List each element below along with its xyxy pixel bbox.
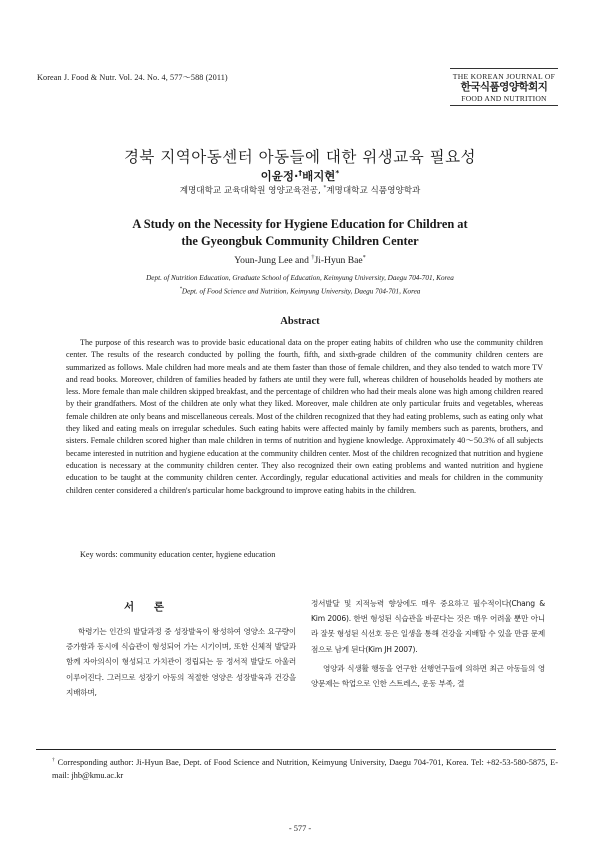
journal-logo (448, 68, 560, 106)
dagger-mark: † (52, 757, 56, 763)
journal-logo-line3: FOOD AND NUTRITION (461, 94, 547, 103)
english-affiliation (30, 273, 570, 297)
english-title-line1: A Study on the Necessity for Hygiene Education for Children at (132, 217, 468, 231)
footnote-divider (36, 749, 556, 750)
author-2-ko: 배지현 (302, 169, 336, 183)
star-mark: * (362, 254, 366, 261)
abstract-heading: Abstract (280, 316, 320, 327)
section-heading-introduction: 서 론 (124, 601, 172, 613)
affiliation-en-1: Dept. of Nutrition Education, Graduate School of Education, Keimyung University, Daegu 704-701, Korea (146, 274, 454, 282)
english-title-line2: the Gyeongbuk Community Children Center (181, 234, 419, 248)
korean-title: 경북 지역아동센터 아동들에 대한 위생교육 필요성 (123, 148, 477, 166)
author-1-en: Youn-Jung Lee and (234, 255, 312, 267)
keywords: Key words: community education center, hygiene education (80, 550, 276, 559)
korean-affiliation (30, 184, 570, 196)
affiliation-ko-2: 계명대학교 식품영양학과 (326, 186, 421, 196)
author-separator: · (293, 169, 299, 183)
star-mark: * (335, 168, 340, 178)
affiliation-ko-1: 계명대학교 교육대학원 영양교육전공, (179, 186, 321, 196)
logo-rule-bottom (450, 105, 558, 106)
intro-left-column: 학령기는 인간의 발달과정 중 성장발육이 왕성하여 영양소 요구량이 증가함과 동시에 식습관이 형성되어 가는 시기이며, 또한 신체적 발달과 함께 자아의식이 형성되고 가치관이 정립되는 등 정서적 발달도 아울러 이루어진다. 그러므로 성장기 아동의 적절한 영양은 성장발육과 건강을 지배하며, (66, 627, 296, 697)
page-number: - 577 - (288, 824, 312, 833)
star-mark: * (179, 287, 182, 292)
dagger-mark: † (298, 168, 303, 178)
abstract-body: The purpose of this research was to provide basic educational data on the proper eating habits of children who use the community children center. The results of the research conducted by polling the fourth, fifth, and sixth-grade children of the community children centers are summarized as follows. Male children had more meals and ate them faster than those of female children, and they also tended to watch more TV and read books. Moreover, children of families headed by fathers ate until they were full, whereas children of households headed by mothers ate less. More female than male children skipped breakfast, and the percentage of children who had their meals alone was high among children reared by their grandfathers. Most of the children ate only what they liked. Moreover, male children ate only particular fruits and vegetables, whereas female children ate only beans and miscellaneous cereals. Most of the children recognized that they had eating problems, such as eating only what they liked and eating meals on irregular schedules. Such eating habits were affected mainly by family members such as parents, brothers, and sisters. Female children scored higher than male children in terms of nutrition and hygiene knowledge. Approximately 40～50.3% of all subjects became interested in nutrition and hygiene education at the community children center. Most of the children recognized that nutrition and hygiene education is necessary at the community children center. They also recognized their own eating problems and wanted nutrition and hygiene education to be taught at the community children center. Accordingly, regular educational activities and meals for children in the community children center considered a children's particular home background to improve eating habits in the children. (66, 338, 543, 495)
english-authors (30, 254, 570, 266)
footnote-text: Corresponding author: Ji-Hyun Bae, Dept. of Food Science and Nutrition, Keimyung University, Daegu 704-701, Korea. Tel: +82-53-580-5875, E-mail: jhb@kmu.ac.kr (52, 757, 559, 780)
corresponding-author-footnote (52, 754, 558, 782)
author-2-en: Ji-Hyun Bae (314, 255, 363, 267)
intro-right-paragraph-2: 영양과 식생활 행동을 연구한 선행연구들에 의하면 최근 아동들의 영양문제는 학업으로 인한 스트레스, 운동 부족, 결 (311, 663, 545, 689)
dagger-mark: † (311, 254, 315, 261)
intro-right-column (311, 596, 545, 691)
english-title (30, 216, 570, 250)
journal-citation: Korean J. Food & Nutr. Vol. 24. No. 4, 577～588 (2011) (37, 73, 228, 82)
journal-logo-line2: 한국식품영양학회지 (460, 81, 548, 93)
author-1-ko: 이윤정 (260, 169, 294, 183)
star-mark: * (323, 185, 327, 192)
journal-logo-line1: THE KOREAN JOURNAL OF (452, 72, 556, 81)
intro-right-paragraph-1: 정서발달 및 지적능력 향상에도 매우 중요하고 필수적이다(Chang & Kim 2006). 한번 형성된 식습관을 바꾼다는 것은 매우 어려울 뿐만 아니라 잘못 형성된 식선호 등은 일생을 통해 건강을 지배할 수 있을 만큼 문제점으로 남게 된다(Kim JH 2007). (311, 599, 545, 654)
korean-authors (30, 168, 570, 184)
affiliation-en-2-wrap (30, 284, 570, 297)
affiliation-en-2: Dept. of Food Science and Nutrition, Keimyung University, Daegu 704-701, Korea (181, 287, 421, 296)
